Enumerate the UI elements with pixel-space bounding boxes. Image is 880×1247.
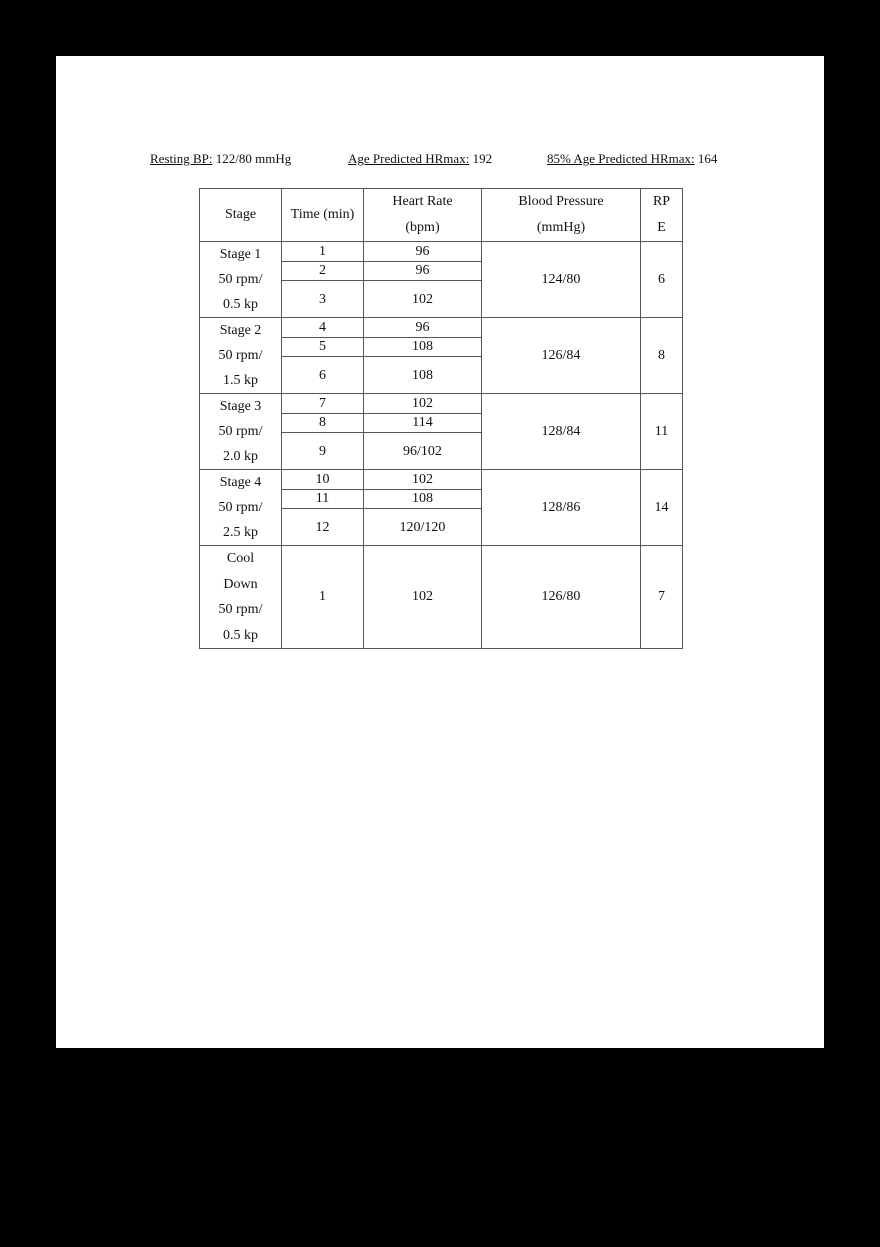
table-row <box>200 470 683 490</box>
hr-cell: 96 <box>364 318 482 338</box>
header-heart-rate: Heart Rate (bpm) <box>364 189 482 242</box>
exercise-test-table <box>199 188 683 649</box>
hr-cell: 108 <box>364 337 482 357</box>
document-page <box>56 56 824 1048</box>
time-cell: 9 <box>282 433 364 470</box>
time-cell: 7 <box>282 394 364 414</box>
time-cell: 11 <box>282 489 364 509</box>
stage-label: Stage 4 50 rpm/ 2.5 kp <box>200 470 282 546</box>
hr-cell: 102 <box>364 470 482 490</box>
hr-cell: 96 <box>364 261 482 281</box>
hr-cell: 96 <box>364 242 482 262</box>
time-cell: 1 <box>282 546 364 649</box>
bp-cell: 128/86 <box>482 470 641 546</box>
rpe-cell: 7 <box>641 546 683 649</box>
bp-cell: 126/80 <box>482 546 641 649</box>
hr-cell: 96/102 <box>364 433 482 470</box>
rpe-cell: 6 <box>641 242 683 318</box>
rpe-cell: 14 <box>641 470 683 546</box>
time-cell: 2 <box>282 261 364 281</box>
time-cell: 6 <box>282 357 364 394</box>
rpe-cell: 8 <box>641 318 683 394</box>
hrmax-85-percent: 85% Age Predicted HRmax: 164 <box>547 151 718 166</box>
stage-label: Stage 2 50 rpm/ 1.5 kp <box>200 318 282 394</box>
time-cell: 8 <box>282 413 364 433</box>
header-row <box>200 189 683 242</box>
age-predicted-hrmax: Age Predicted HRmax: 192 <box>348 151 493 166</box>
time-cell: 4 <box>282 318 364 338</box>
header-time: Time (min) <box>282 189 364 242</box>
time-cell: 3 <box>282 281 364 318</box>
bp-cell: 124/80 <box>482 242 641 318</box>
header-rpe: RP E <box>641 189 683 242</box>
table-row <box>200 242 683 262</box>
header-stage: Stage <box>200 189 282 242</box>
time-cell: 12 <box>282 509 364 546</box>
bp-cell: 126/84 <box>482 318 641 394</box>
rpe-cell: 11 <box>641 394 683 470</box>
stage-label: Stage 3 50 rpm/ 2.0 kp <box>200 394 282 470</box>
table-row <box>200 394 683 414</box>
hr-cell: 102 <box>364 281 482 318</box>
time-cell: 10 <box>282 470 364 490</box>
hr-cell: 102 <box>364 394 482 414</box>
stage-label: Stage 1 50 rpm/ 0.5 kp <box>200 242 282 318</box>
hr-cell: 108 <box>364 489 482 509</box>
hr-cell: 114 <box>364 413 482 433</box>
cooldown-row <box>200 546 683 649</box>
time-cell: 1 <box>282 242 364 262</box>
hr-cell: 108 <box>364 357 482 394</box>
hr-cell: 102 <box>364 546 482 649</box>
time-cell: 5 <box>282 337 364 357</box>
cooldown-label: Cool Down 50 rpm/ 0.5 kp <box>200 546 282 649</box>
resting-bp: Resting BP: 122/80 mmHg <box>150 151 292 166</box>
table-row <box>200 318 683 338</box>
bp-cell: 128/84 <box>482 394 641 470</box>
hr-cell: 120/120 <box>364 509 482 546</box>
header-blood-pressure: Blood Pressure (mmHg) <box>482 189 641 242</box>
